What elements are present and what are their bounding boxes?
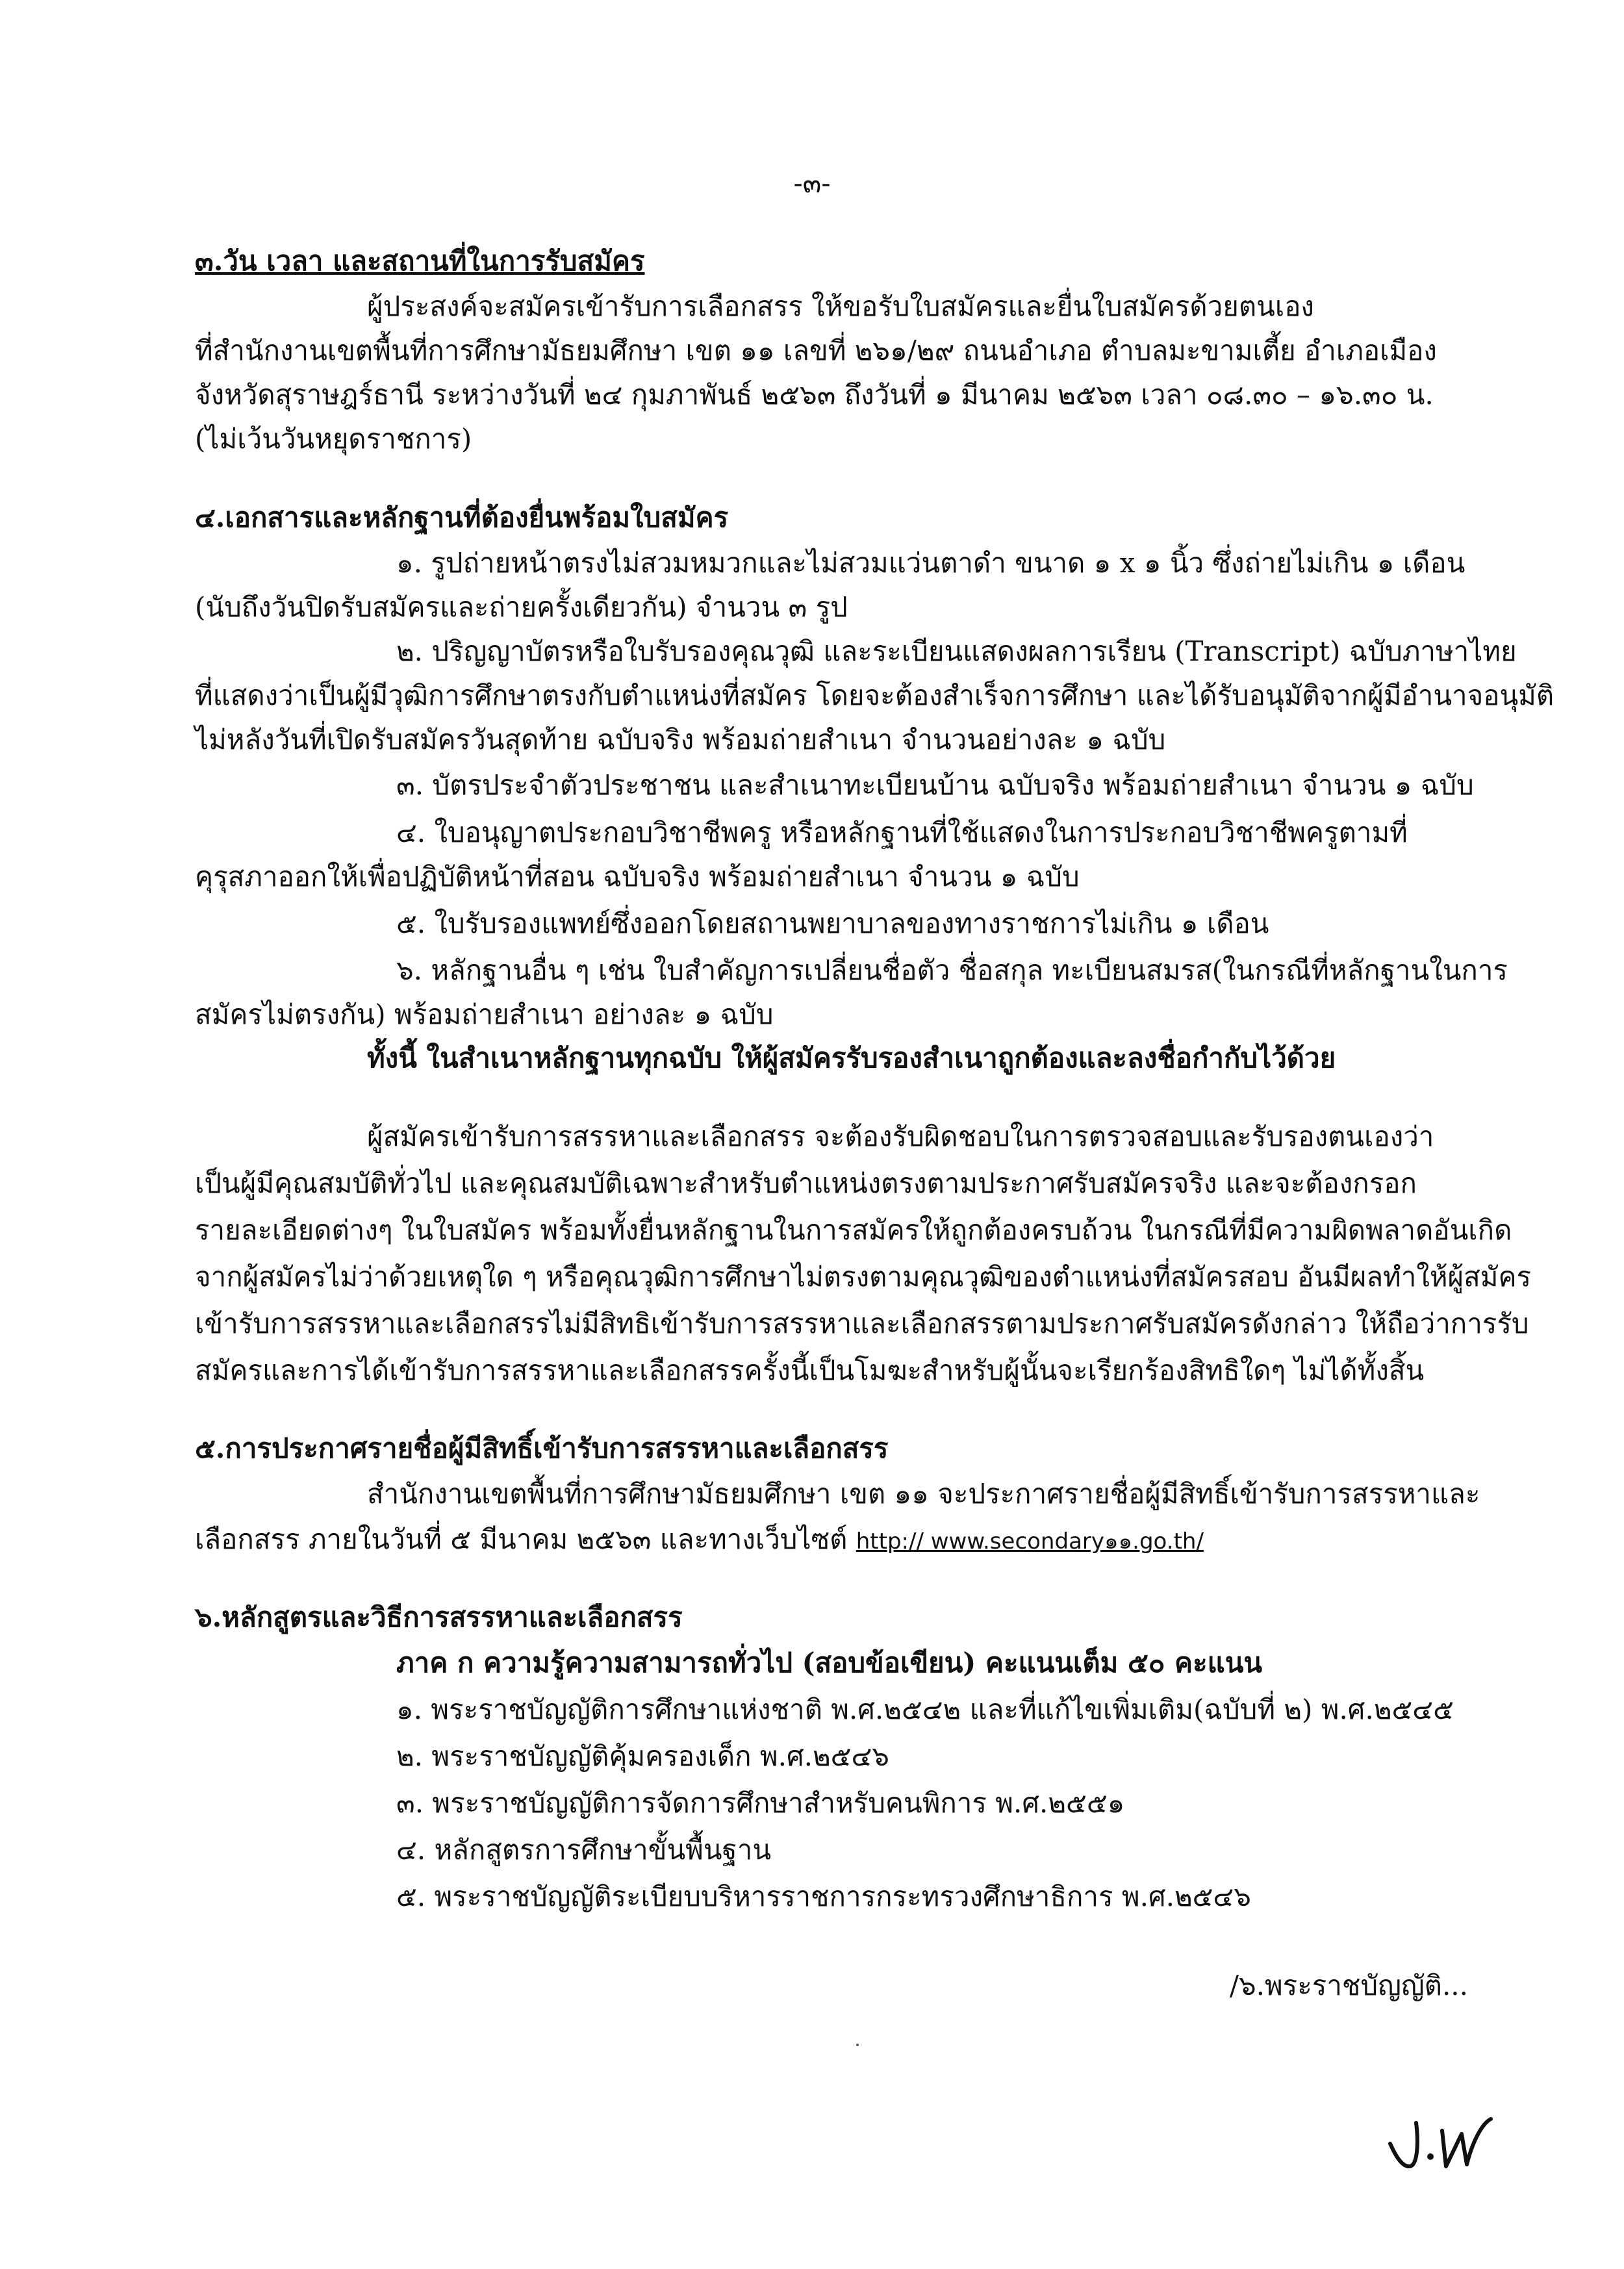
section4-line: สมัครไม่ตรงกัน) พร้อมถ่ายสำเนา อย่างละ ๑ ฉบับ [195,998,774,1030]
section4-heading: ๔.เอกสารและหลักฐานที่ต้องยื่นพร้อมใบสมัคร [195,501,729,533]
section6-heading: ๖.หลักสูตรและวิธีการสรรหาและเลือกสรร [195,1601,683,1633]
section4-line: คุรุสภาออกให้เพื่อปฏิบัติหน้าที่สอน ฉบับจริง พร้อมถ่ายสำเนา จำนวน ๑ ฉบับ [195,861,1080,893]
section3-line: ที่สำนักงานเขตพื้นที่การศึกษามัธยมศึกษา เขต ๑๑ เลขที่ ๒๖๑/๒๙ ถนนอำเภอ ตำบลมะขามเตี้ย อำเภอเมือง [195,335,1437,366]
section3-heading: ๓.วัน เวลา และสถานที่ในการรับสมัคร [195,245,645,277]
responsibility-line: รายละเอียดต่างๆ ในใบสมัคร พร้อมทั้งยื่นหลักฐานในการสมัครให้ถูกต้องครบถ้วน ในกรณีที่มีความผิดพลาดอันเกิด [195,1214,1512,1246]
section4-line: ๒. ปริญญาบัตรหรือใบรับรองคุณวุฒิ และระเบียนแสดงผลการเรียน (Transcript) ฉบับภาษาไทย [396,635,1517,667]
section4-line: ไม่หลังวันที่เปิดรับสมัครวันสุดท้าย ฉบับจริง พร้อมถ่ายสำเนา จำนวนอย่างละ ๑ ฉบับ [195,724,1166,755]
section4-line: ๖. หลักฐานอื่น ๆ เช่น ใบสำคัญการเปลี่ยนชื่อตัว ชื่อสกุล ทะเบียนสมรส(ในกรณีที่หลักฐานในการ [396,954,1508,986]
section3-line: (ไม่เว้นวันหยุดราชการ) [195,423,472,455]
responsibility-line: ผู้สมัครเข้ารับการสรรหาและเลือกสรร จะต้องรับผิดชอบในการตรวจสอบและรับรองตนเองว่า [367,1121,1434,1152]
section4-line: ที่แสดงว่าเป็นผู้มีวุฒิการศึกษาตรงกับตำแหน่งที่สมัคร โดยจะต้องสำเร็จการศึกษา และได้รับอนุมัติจากผู้มีอำนาจอนุมัติ [195,679,1554,711]
section6-subheading: ภาค ก ความรู้ความสามารถทั่วไป (สอบข้อเขียน) คะแนนเต็ม ๕๐ คะแนน [396,1647,1263,1679]
section5-heading: ๕.การประกาศรายชื่อผู้มีสิทธิ์เข้ารับการสรรหาและเลือกสรร [195,1432,889,1464]
section6-item: ๔. หลักสูตรการศึกษาขั้นพื้นฐาน [396,1834,772,1866]
section3-line: ผู้ประสงค์จะสมัครเข้ารับการเลือกสรร ให้ขอรับใบสมัครและยื่นใบสมัครด้วยตนเอง [367,290,1314,322]
section4-line: ๕. ใบรับรองแพทย์ซึ่งออกโดยสถานพยาบาลของทางราชการไม่เกิน ๑ เดือน [396,907,1269,939]
website-link[interactable]: http:// www.secondary๑๑.go.th/ [856,1528,1204,1554]
signature-icon [1384,2105,1494,2176]
stray-mark [856,2044,859,2046]
section4-line: ๓. บัตรประจำตัวประชาชน และสำเนาทะเบียนบ้าน ฉบับจริง พร้อมถ่ายสำเนา จำนวน ๑ ฉบับ [396,769,1474,801]
section4-line: (นับถึงวันปิดรับสมัครและถ่ายครั้งเดียวกัน) จำนวน ๓ รูป [195,591,848,623]
section4-line: ๑. รูปถ่ายหน้าตรงไม่สวมหมวกและไม่สวมแว่นตาดำ ขนาด ๑ x ๑ นิ้ว ซึ่งถ่ายไม่เกิน ๑ เดือน [396,547,1465,579]
responsibility-line: จากผู้สมัครไม่ว่าด้วยเหตุใด ๆ หรือคุณวุฒิการศึกษาไม่ตรงตามคุณวุฒิของตำแหน่งที่สมัครสอบ อันมีผลทำให้ผู้สมัคร [195,1261,1532,1293]
section6-item: ๒. พระราชบัญญัติคุ้มครองเด็ก พ.ศ.๒๕๔๖ [396,1740,889,1772]
section5-line2 [195,1519,1507,1562]
page-number: -๓- [793,167,831,199]
section4-line: ๔. ใบอนุญาตประกอบวิชาชีพครู หรือหลักฐานที่ใช้แสดงในการประกอบวิชาชีพครูตามที่ [396,817,1408,848]
responsibility-line: เข้ารับการสรรหาและเลือกสรรไม่มีสิทธิเข้ารับการสรรหาและเลือกสรรตามประกาศรับสมัครดังกล่าว ให้ถือว่าการรับ [195,1308,1529,1339]
section5-line2-text: เลือกสรร ภายในวันที่ ๕ มีนาคม ๒๕๖๓ และทางเว็บไซต์ [195,1523,848,1555]
responsibility-line: เป็นผู้มีคุณสมบัติทั่วไป และคุณสมบัติเฉพาะสำหรับตำแหน่งตรงตามประกาศรับสมัครจริง และจะต้องกรอก [195,1167,1417,1199]
section6-item: ๓. พระราชบัญญัติการจัดการศึกษาสำหรับคนพิการ พ.ศ.๒๕๕๑ [396,1787,1125,1819]
section3-line: จังหวัดสุราษฎร์ธานี ระหว่างวันที่ ๒๔ กุมภาพันธ์ ๒๕๖๓ ถึงวันที่ ๑ มีนาคม ๒๕๖๓ เวลา ๐๘.๓๐ – ๑๖.๓๐ น. [195,379,1434,411]
section5-line: สำนักงานเขตพื้นที่การศึกษามัธยมศึกษา เขต ๑๑ จะประกาศรายชื่อผู้มีสิทธิ์เข้ารับการสรรหาและ [367,1478,1480,1510]
section6-item: ๑. พระราชบัญญัติการศึกษาแห่งชาติ พ.ศ.๒๕๔๒ และที่แก้ไขเพิ่มเติม(ฉบับที่ ๒) พ.ศ.๒๕๔๕ [396,1693,1454,1725]
continuation-text: /๖.พระราชบัญญัติ... [1229,1970,1468,2001]
responsibility-line: สมัครและการได้เข้ารับการสรรหาและเลือกสรรครั้งนี้เป็นโมฆะสำหรับผู้นั้นจะเรียกร้องสิทธิใดๆ ไม่ได้ทั้งสิ้น [195,1354,1425,1386]
section6-item: ๕. พระราชบัญญัติระเบียบบริหารราชการกระทรวงศึกษาธิการ พ.ศ.๒๕๔๖ [396,1881,1251,1912]
section4-emphasis: ทั้งนี้ ในสำเนาหลักฐานทุกฉบับ ให้ผู้สมัครรับรองสำเนาถูกต้องและลงชื่อกำกับไว้ด้วย [367,1042,1336,1074]
